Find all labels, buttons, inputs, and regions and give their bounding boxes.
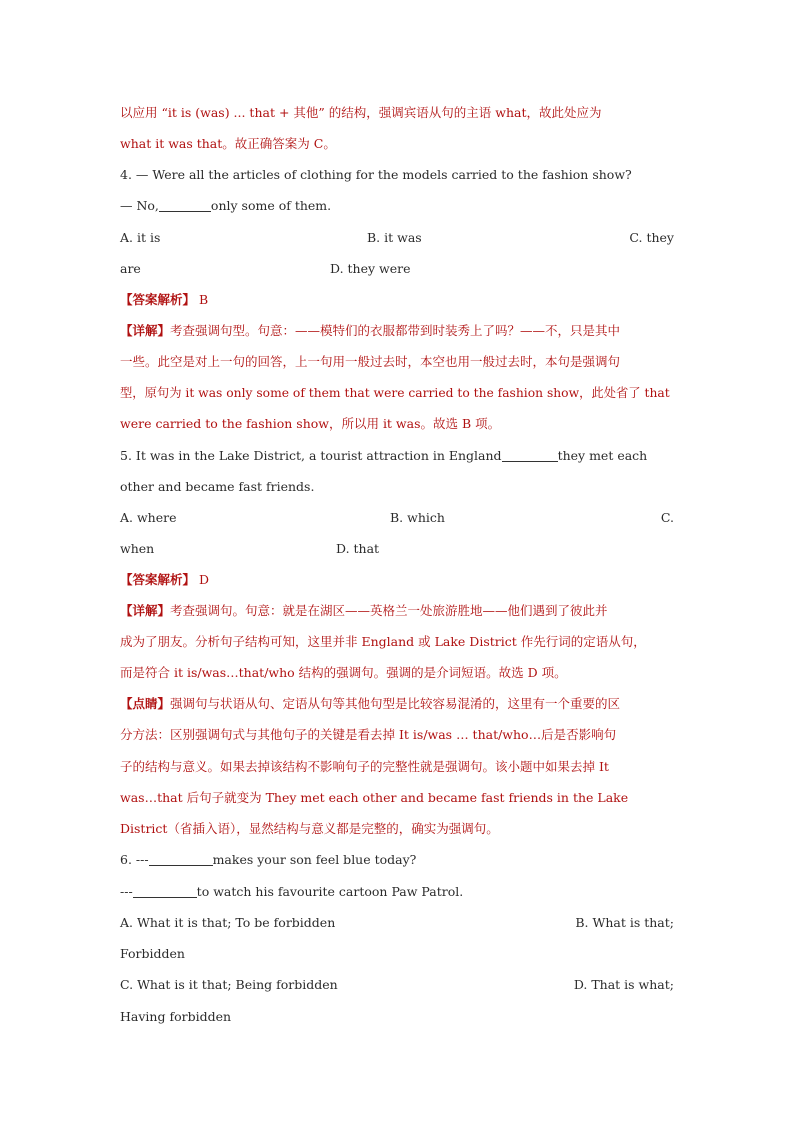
q4-option-a: A. it is xyxy=(120,230,161,245)
q5-tip-tag: 【点睛】 xyxy=(120,696,171,711)
q5-option-c: C. xyxy=(660,510,674,525)
q5-tip-line-1 xyxy=(120,692,674,716)
q5-options-row-1 xyxy=(120,506,674,530)
q5-answer-line xyxy=(120,568,674,592)
q5-explanation-line-3: 而是符合 it is/was…that/who 结构的强调句。强调的是介词短语。故选 D 项。 xyxy=(120,665,567,680)
q4-stem-prefix: — No, xyxy=(120,198,159,213)
q5-tip-line-2: 分方法：区别强调句式与其他句子的关键是看去掉 It is/was … that/who…后是否影响句 xyxy=(120,727,617,742)
q5-tip-line-4: was…that 后句子就变为 They met each other and became fast friends in the Lake xyxy=(120,790,629,805)
q4-explanation-line-3: 型，原句为 it was only some of them that were carried to the fashion show，此处省了 that xyxy=(120,386,670,400)
q5-option-b: B. which xyxy=(390,510,445,525)
q5-tip-text-1: 强调句与状语从句、定语从句等其他句型是比较容易混淆的，这里有一个重要的区 xyxy=(170,696,621,711)
q5-answer-value: D xyxy=(199,572,210,587)
q4-explanation-line-4: were carried to the fashion show，所以用 it was。故选 B 项。 xyxy=(120,416,501,431)
q4-options-row-2 xyxy=(120,257,674,281)
q6-option-c: C. What is it that; Being forbidden xyxy=(120,977,338,992)
q5-option-a: A. where xyxy=(120,510,177,525)
q5-stem-suffix: they met each xyxy=(557,448,648,463)
q5-tip-line-5: District（省插入语），显然结构与意义都是完整的，确实为强调句。 xyxy=(120,821,499,836)
q4-option-c-cont: are xyxy=(120,261,141,276)
q4-option-d: D. they were xyxy=(330,261,411,276)
q4-option-b: B. it was xyxy=(367,230,422,245)
prev-explanation-line-1: 以应用 “it is (was) ... that + 其他” 的结构，强调宾语从句的主语 what，故此处应为 xyxy=(120,105,602,120)
q5-explanation-text-1: 考查强调句。句意：就是在湖区——英格兰一处旅游胜地——他们遇到了彼此并 xyxy=(170,603,608,618)
q6-option-a: A. What it is that; To be forbidden xyxy=(120,915,336,930)
q6-stem-suffix-1: makes your son feel blue today? xyxy=(212,852,417,867)
q5-option-c-cont: when xyxy=(120,541,155,556)
q4-explanation-line-1 xyxy=(120,319,674,343)
q6-answer-blank-2 xyxy=(133,883,197,898)
q5-stem-line-2: other and became fast friends. xyxy=(120,479,315,494)
q5-tip-line-3: 子的结构与意义。如果去掉该结构不影响句子的完整性就是强调句。该小题中如果去掉 It xyxy=(120,759,609,774)
q4-option-c: C. they xyxy=(629,230,674,245)
q4-detail-tag: 【详解】 xyxy=(120,323,171,338)
q6-stem-line-2 xyxy=(120,880,674,904)
q6-stem-line-1 xyxy=(120,848,674,872)
q6-option-b: B. What is that; xyxy=(575,915,674,930)
q6-option-d: D. That is what; xyxy=(573,977,674,992)
q4-explanation-line-2: 一些。此空是对上一句的回答，上一句用一般过去时，本空也用一般过去时，本句是强调句 xyxy=(120,354,621,369)
q4-stem-suffix: only some of them. xyxy=(210,198,332,213)
q4-options-row-1 xyxy=(120,226,674,250)
q5-explanation-line-1 xyxy=(120,599,674,623)
q4-stem-line-2 xyxy=(120,194,674,218)
q5-options-row-2 xyxy=(120,537,674,561)
q4-answer-line xyxy=(120,288,674,312)
q6-options-row-2 xyxy=(120,973,674,997)
q4-answer-tag: 【答案解析】 xyxy=(120,292,196,307)
q6-options-row-1 xyxy=(120,911,674,935)
q5-answer-blank xyxy=(502,447,558,462)
q4-answer-blank xyxy=(159,197,211,212)
q5-stem-line-1 xyxy=(120,444,674,468)
q4-answer-value: B xyxy=(199,292,209,307)
q5-explanation-line-2: 成为了朋友。分析句子结构可知，这里并非 England 或 Lake District 作先行词的定语从句， xyxy=(120,634,646,649)
q5-stem-prefix: 5. It was in the Lake District, a tourist attraction in England xyxy=(120,448,502,463)
q5-detail-tag: 【详解】 xyxy=(120,603,171,618)
q5-option-d: D. that xyxy=(336,541,380,556)
q4-explanation-text-1: 考查强调句型。句意：——模特们的衣服都带到时装秀上了吗？——不，只是其中 xyxy=(170,323,621,338)
q6-stem-prefix-1: 6. --- xyxy=(120,852,149,867)
q6-stem-suffix-2: to watch his favourite cartoon Paw Patrol. xyxy=(196,884,464,899)
q6-option-b-cont: Forbidden xyxy=(120,946,185,961)
q5-answer-tag: 【答案解析】 xyxy=(120,572,196,587)
prev-explanation-line-2: what it was that。故正确答案为 C。 xyxy=(120,136,336,151)
q6-stem-prefix-2: --- xyxy=(120,884,133,899)
q4-stem-line-1: 4. — Were all the articles of clothing for the models carried to the fashion show? xyxy=(120,167,632,182)
q6-answer-blank-1 xyxy=(149,851,213,866)
q6-option-d-cont: Having forbidden xyxy=(120,1009,232,1024)
